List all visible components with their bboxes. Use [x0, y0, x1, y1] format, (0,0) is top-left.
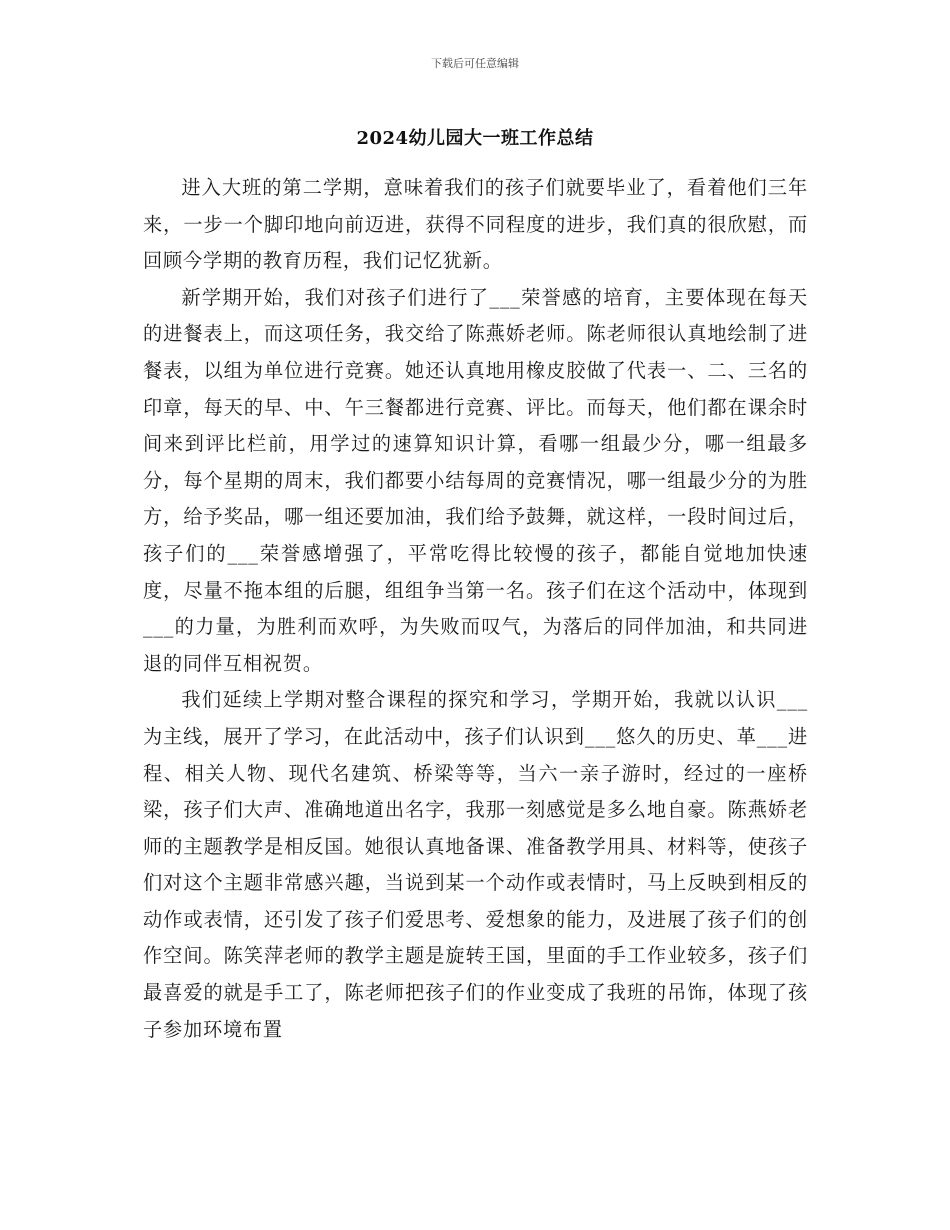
- paragraph-1: 进入大班的第二学期，意味着我们的孩子们就要毕业了，看着他们三年来，一步一个脚印地向前迈进，获得不同程度的进步，我们真的很欣慰，而回顾今学期的教育历程，我们记忆犹新。: [143, 176, 808, 273]
- document-body: [143, 170, 808, 1048]
- paragraph-2: 新学期开始，我们对孩子们进行了___荣誉感的培育，主要体现在每天的进餐表上，而这项任务，我交给了陈燕娇老师。陈老师很认真地绘制了进餐表，以组为单位进行竞赛。她还认真地用橡皮胶做了代表一、二、三名的印章，每天的早、中、午三餐都进行竞赛、评比。而每天，他们都在课余时间来到评比栏前，用学过的速算知识计算，看哪一组最少分，哪一组最多分，每个星期的周末，我们都要小结每周的竞赛情况，哪一组最少分的为胜方，给予奖品，哪一组还要加油，我们给予鼓舞，就这样，一段时间过后，孩子们的___荣誉感增强了，平常吃得比较慢的孩子，都能自觉地加快速度，尽量不拖本组的后腿，组组争当第一名。孩子们在这个活动中，体现到___的力量，为胜利而欢呼，为失败而叹气，为落后的同伴加油，和共同进退的同伴互相祝贺。: [143, 285, 808, 675]
- paragraph-3: 我们延续上学期对整合课程的探究和学习，学期开始，我就以认识___为主线，展开了学习，在此活动中，孩子们认识到___悠久的历史、革___进程、相关人物、现代名建筑、桥梁等等，当六一亲子游时，经过的一座桥梁，孩子们大声、准确地道出名字，我那一刻感觉是多么地自豪。陈燕娇老师的主题教学是相反国。她很认真地备课、准备教学用具、材料等，使孩子们对这个主题非常感兴趣，当说到某一个动作或表情时，马上反映到相反的动作或表情，还引发了孩子们爱思考、爱想象的能力，及进展了孩子们的创作空间。陈笑萍老师的教学主题是旋转王国，里面的手工作业较多，孩子们最喜爱的就是手工了，陈老师把孩子们的作业变成了我班的吊饰，体现了孩子参加环境布置: [143, 688, 808, 1041]
- document-title: 2024幼儿园大一班工作总结: [356, 128, 594, 149]
- header-note: 下载后可任意编辑: [431, 57, 519, 70]
